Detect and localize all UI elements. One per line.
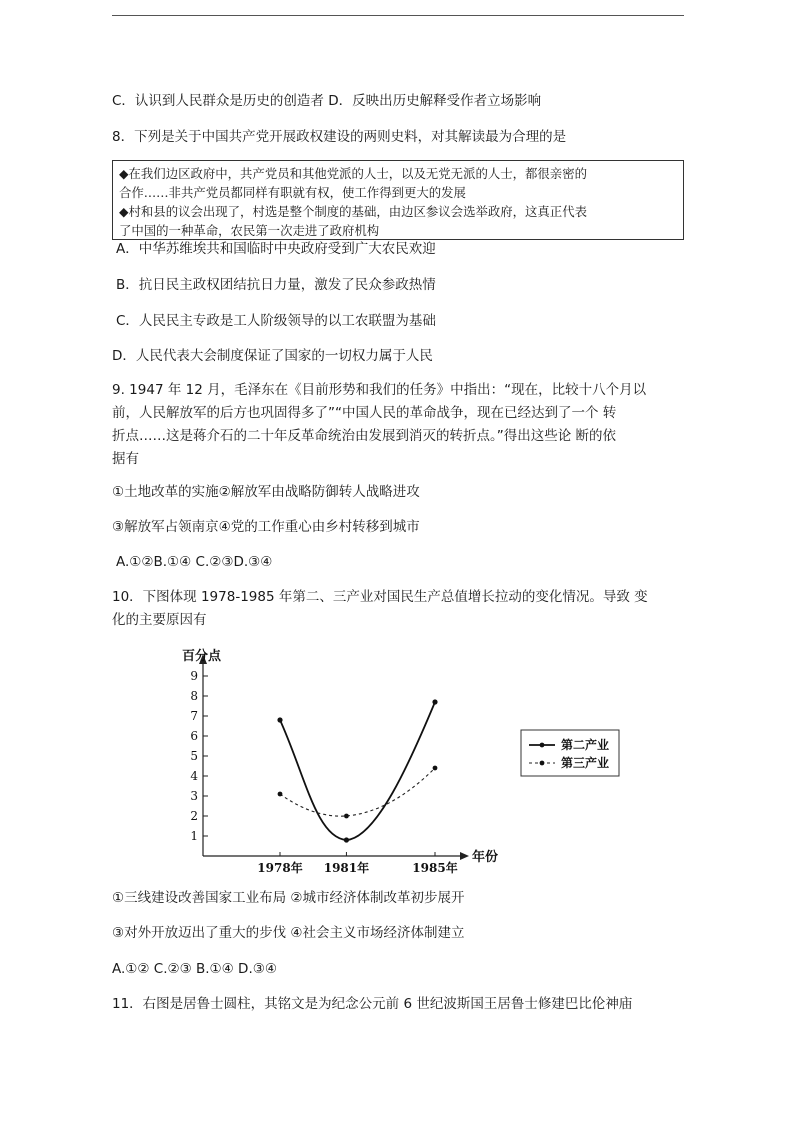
y-tick-label: 7 (190, 709, 198, 723)
q10-answer-options: A.①② C.②③ B.①④ D.③④ (112, 961, 277, 977)
data-point-secondary-industry (277, 717, 282, 722)
q8-excerpt-box (112, 160, 684, 240)
q8-option-d: D．人民代表大会制度保证了国家的一切权力属于人民 (112, 348, 433, 364)
x-tick-label: 1981年 (323, 861, 370, 875)
q8-stem: 8．下列是关于中国共产党开展政权建设的两则史料，对其解读最为合理的是 (112, 129, 567, 145)
q8-option-a: A．中华苏维埃共和国临时中央政府受到广大农民欢迎 (116, 241, 436, 257)
q7-option-cd: C．认识到人民群众是历史的创造者 D．反映出历史解释受作者立场影响 (112, 93, 542, 109)
excerpt-line: 合作……非共产党员都同样有职就有权，使工作得到更大的发展 (119, 185, 466, 200)
y-tick-label: 9 (190, 669, 198, 683)
y-tick-label: 2 (190, 809, 198, 823)
q10-stem-line: 10．下图体现 1978-1985 年第二、三产业对国民生产总值增长拉动的变化情况。导致 变 (112, 589, 648, 605)
x-axis-arrow (460, 852, 469, 860)
q10-item-line: ③对外开放迈出了重大的步伐 ④社会主义市场经济体制建立 (112, 925, 465, 941)
q10-stem-line: 化的主要原因有 (112, 612, 207, 628)
q9-item-line: ③解放军占领南京④党的工作重心由乡村转移到城市 (112, 519, 420, 535)
excerpt-line: ◆在我们边区政府中，共产党员和其他党派的人士，以及无党无派的人士，都很亲密的 (119, 166, 587, 181)
q8-option-b: B．抗日民主政权团结抗日力量，激发了民众参政热情 (116, 277, 436, 293)
q9-stem-line: 9. 1947 年 12 月，毛泽东在《目前形势和我们的任务》中指出：“现在，比较十八个月以 (112, 382, 647, 398)
q9-stem-line: 据有 (112, 451, 139, 467)
q9-item-line: ①土地改革的实施②解放军由战略防御转人战略进攻 (112, 484, 420, 500)
legend-marker-secondary (540, 743, 545, 748)
y-tick-label: 8 (190, 689, 198, 703)
data-point-tertiary-industry (433, 766, 438, 771)
q9-stem-line: 前，人民解放军的后方也巩固得多了”“中国人民的革命战争，现在已经达到了一个 转 (112, 405, 617, 421)
y-tick-label: 3 (190, 789, 198, 803)
excerpt-line: 了中国的一种革命，农民第一次走进了政府机构 (119, 223, 380, 238)
x-tick-label: 1978年 (257, 861, 303, 875)
legend-marker-tertiary (540, 761, 545, 766)
q8-option-c: C．人民民主专政是工人阶级领导的以工农联盟为基础 (116, 313, 436, 329)
industry-growth-chart (170, 640, 620, 875)
legend-label-secondary: 第二产业 (561, 738, 610, 752)
q10-item-line: ①三线建设改善国家工业布局 ②城市经济体制改革初步展开 (112, 890, 465, 906)
header-rule (112, 15, 684, 16)
y-tick-label: 6 (190, 729, 198, 743)
q11-stem: 11．右图是居鲁士圆柱，其铭文是为纪念公元前 6 世纪波斯国王居鲁士修建巴比伦神庙 (112, 996, 633, 1012)
data-point-secondary-industry (432, 699, 437, 704)
data-point-tertiary-industry (278, 792, 283, 797)
x-tick-label: 1985年 (412, 861, 458, 875)
y-axis-label: 百分点 (182, 649, 222, 664)
y-tick-label: 4 (190, 769, 198, 783)
excerpt-line: ◆村和县的议会出现了，村选是整个制度的基础，由边区参议会选举政府，这真正代表 (119, 204, 587, 219)
y-tick-label: 5 (190, 749, 198, 763)
data-point-tertiary-industry (344, 814, 349, 819)
q9-stem-line: 折点……这是蒋介石的二十年反革命统治由发展到消灭的转折点。”得出这些论 断的依 (112, 428, 617, 444)
y-tick-label: 1 (190, 829, 198, 843)
x-axis-label: 年份 (472, 850, 499, 865)
series-line-secondary-industry (280, 702, 435, 840)
series-line-tertiary-industry (280, 768, 435, 816)
q9-answer-options: A.①②B.①④ C.②③D.③④ (116, 554, 273, 570)
legend-label-tertiary: 第三产业 (561, 756, 610, 770)
data-point-secondary-industry (344, 837, 349, 842)
